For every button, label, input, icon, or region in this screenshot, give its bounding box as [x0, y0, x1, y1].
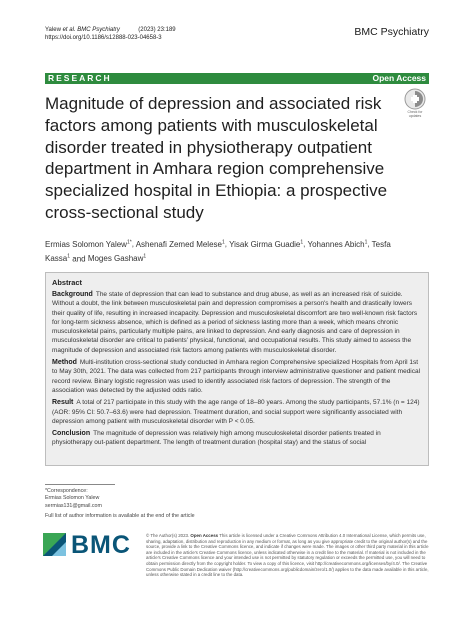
bmc-logo — [43, 533, 133, 563]
citation-authors: Yalew — [45, 27, 63, 33]
citation-volume: (2023) 23:189 — [138, 27, 176, 33]
footnote-divider — [45, 484, 115, 485]
author-info-note: Full list of author information is available at the end of the article — [45, 513, 195, 519]
citation-journal: et al. BMC Psychiatry — [62, 27, 120, 33]
article-type: RESEARCH — [48, 73, 112, 83]
open-access-label: Open Access — [372, 73, 426, 83]
bmc-logo-text: BMC — [71, 531, 131, 559]
author[interactable]: Yohannes Abich$^1$ — [307, 239, 368, 249]
correspondence — [45, 488, 102, 510]
correspondence-name: Ermias Solomon Yalew — [45, 495, 100, 502]
bmc-logo-icon — [43, 533, 66, 556]
author[interactable]: Moges Gashaw$^1$ — [87, 253, 147, 264]
page-header — [45, 26, 429, 48]
abstract-conclusion: Conclusion The magnitude of depression was relatively high among musculoskeletal disorder patients treated in physiotherapy out-patient department. The length of treatment duration (hospital stay) and the status of social — [52, 430, 381, 447]
abstract-box — [45, 272, 429, 466]
correspondence-label: *Correspondence: — [45, 488, 88, 494]
abstract-heading: Abstract — [52, 278, 82, 287]
article-title: Magnitude of depression and associated risk factors among patients with musculoskeletal disorder treated in physiotherapy outpatient department in Amhara region comprehensive specialized hospital in Ethiopia: a prospective cross-sectional study — [45, 94, 388, 222]
license-text: © The Author(s) 2023. Open Access This article is licensed under a Creative Commons Attribution 4.0 International License, which permits use, sharing, adaptation, distribution and reproduction in any medium or format, as long as you give appropriate credit to the original author(s) and the source, provide a link to the Creative Commons licence, and indicate if changes were made. The images or other third party material in this article are included in the article's Creative Commons licence, unless indicated otherwise in a credit line to the material. If material is not included in the article's Creative Commons licence and your intended use is not permitted by statutory regulation or exceeds the permitted use, you will need to obtain permission directly from the copyright holder. To view a copy of this licence, visit http://creativecommons.org/licenses/by/4.0/. The Creative Commons Public Domain Dedication waiver (http://creativecommons.org/publicdomain/zero/1.0/) applies to the data made available in this article, unless otherwise stated in a credit line to the data. — [146, 533, 429, 578]
abstract-method: Method Multi-institution cross-sectional study conducted in Amhara region Comprehensive specialized Hospitals from April 1st to May 30th, 2021. The data was collected from 217 participants through interview administrative questioner and patient medical record review. Binary logistic regression was used to identify associated risk factors of depression. The strength of the association was detected by the adjusted odds ratio. — [52, 359, 421, 394]
author-list: Ermias Solomon Yalew$^{1*}$, Ashenafi Zemed Melese$^1$, Yisak Girma Guadie$^1$, Yohannes Abich$^1$, Tesfa Kassa$^1$ and Moges Gashaw$^1$ — [45, 239, 391, 264]
article-type-bar — [45, 73, 429, 84]
doi-link[interactable]: https://doi.org/10.1186/s12888-023-04658-3 — [45, 35, 162, 41]
crossmark-icon[interactable] — [403, 88, 427, 118]
citation — [45, 26, 176, 34]
correspondence-email[interactable]: sermias131@gmail.com — [45, 502, 102, 509]
author[interactable]: Tesfa Kassa$^1$ — [45, 239, 391, 264]
author[interactable]: Ermias Solomon Yalew$^{1*}$ — [45, 239, 132, 249]
author[interactable]: Ashenafi Zemed Melese$^1$ — [135, 239, 225, 249]
abstract-background: Background The state of depression that can lead to substance and drug abuse, as well as an increased risk of suicide. Without a doubt, the link between musculoskeletal pain and depression compromises a person's health and drastically lowers their quality of life, resulting in increased incapacity. Depression and musculoskeletal discomfort are two well-known risk factors for long-term sickness absence, which is defined as a period of sickness lasting more than a week, which means chronic musculoskeletal pains, particularly multiple pains, are linked to depression. And early diagnosis and care of depression in musculoskeletal disorder are critical to patients' physical, functional, and occupational results. This study aimed to assess the magnitude of depression and associated risk factors among patients with musculoskeletal disorder. — [52, 291, 418, 354]
author[interactable]: Yisak Girma Guadie$^1$ — [229, 239, 304, 249]
journal-name: BMC Psychiatry — [354, 26, 429, 38]
abstract-result: Result A total of 217 participate in this study with the age range of 18–80 years. Among the study participants, 57.1% (n = 124) (AOR: 95% CI: 50.7–63.6) were had depression. Treatment duration, and social support were significantly associated with depression among patient with musculoskeletal disorder with P < 0.05. — [52, 399, 420, 425]
crossmark-label: Check for updates — [407, 110, 423, 118]
